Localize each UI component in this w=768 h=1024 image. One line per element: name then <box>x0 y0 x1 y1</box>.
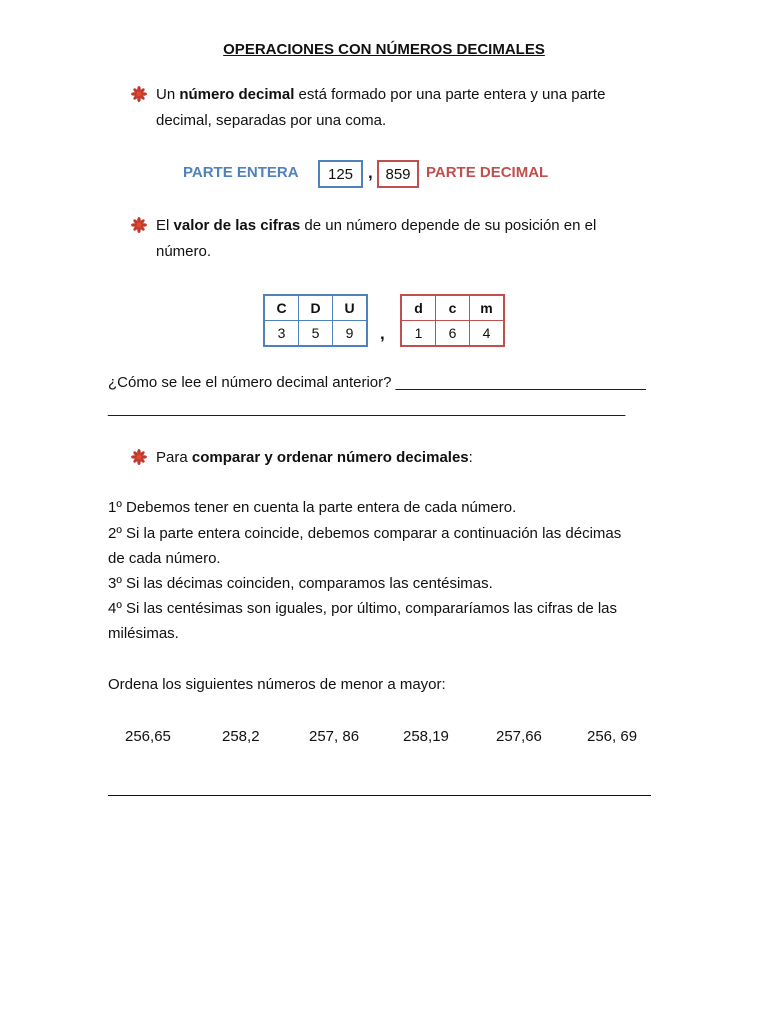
table-decimal-comma: , <box>380 324 385 343</box>
value-centenas: 3 <box>264 321 299 347</box>
value-centesimas: 6 <box>436 321 470 347</box>
number-item: 257,66 <box>496 728 542 745</box>
flower-bullet-icon <box>131 449 147 465</box>
header-unidades: U <box>333 295 368 321</box>
number-item: 258,19 <box>403 728 449 745</box>
compare-heading: Para comparar y ordenar número decimales: <box>156 449 473 466</box>
step-2-cont: de cada número. <box>108 550 221 567</box>
header-centenas: C <box>264 295 299 321</box>
answer-blank-line[interactable]: ______________________________________________________________ <box>108 400 626 417</box>
number-item: 256, 69 <box>587 728 638 745</box>
place-value-line-1: El valor de las cifras de un número depende de su posición en el <box>156 217 597 234</box>
header-centesimas: c <box>436 295 470 321</box>
step-4: 4º Si las centésimas son iguales, por último, compararíamos las cifras de las <box>108 600 618 617</box>
page-title: OPERACIONES CON NÚMEROS DECIMALES <box>223 41 545 58</box>
value-decenas: 5 <box>299 321 333 347</box>
step-3: 3º Si las décimas coinciden, comparamos las centésimas. <box>108 575 493 592</box>
label-parte-decimal: PARTE DECIMAL <box>426 164 549 181</box>
number-item: 258,2 <box>222 728 260 745</box>
answer-line[interactable] <box>108 795 651 796</box>
place-value-line-2: número. <box>156 243 212 260</box>
value-decimas: 1 <box>401 321 436 347</box>
label-parte-entera: PARTE ENTERA <box>183 164 299 181</box>
decimal-place-table <box>400 294 505 347</box>
header-milesimas: m <box>470 295 505 321</box>
decimal-comma: , <box>368 163 373 182</box>
step-1: 1º Debemos tener en cuenta la parte entera de cada número. <box>108 499 517 516</box>
flower-bullet-icon <box>131 217 147 233</box>
box-parte-entera: 125 <box>318 160 363 188</box>
number-item: 256,65 <box>125 728 171 745</box>
value-unidades: 9 <box>333 321 368 347</box>
integer-place-table <box>263 294 368 347</box>
header-decimas: d <box>401 295 436 321</box>
flower-bullet-icon <box>131 86 147 102</box>
header-decenas: D <box>299 295 333 321</box>
number-item: 257, 86 <box>309 728 360 745</box>
reading-question: ¿Cómo se lee el número decimal anterior? ______________________________ <box>108 374 646 391</box>
step-2: 2º Si la parte entera coincide, debemos comparar a continuación las décimas <box>108 525 622 542</box>
box-parte-decimal: 859 <box>377 160 419 188</box>
value-milesimas: 4 <box>470 321 505 347</box>
definition-line-1: Un número decimal está formado por una parte entera y una parte <box>156 86 606 103</box>
definition-line-2: decimal, separadas por una coma. <box>156 112 387 129</box>
exercise-instruction: Ordena los siguientes números de menor a mayor: <box>108 676 446 693</box>
step-4-cont: milésimas. <box>108 625 179 642</box>
